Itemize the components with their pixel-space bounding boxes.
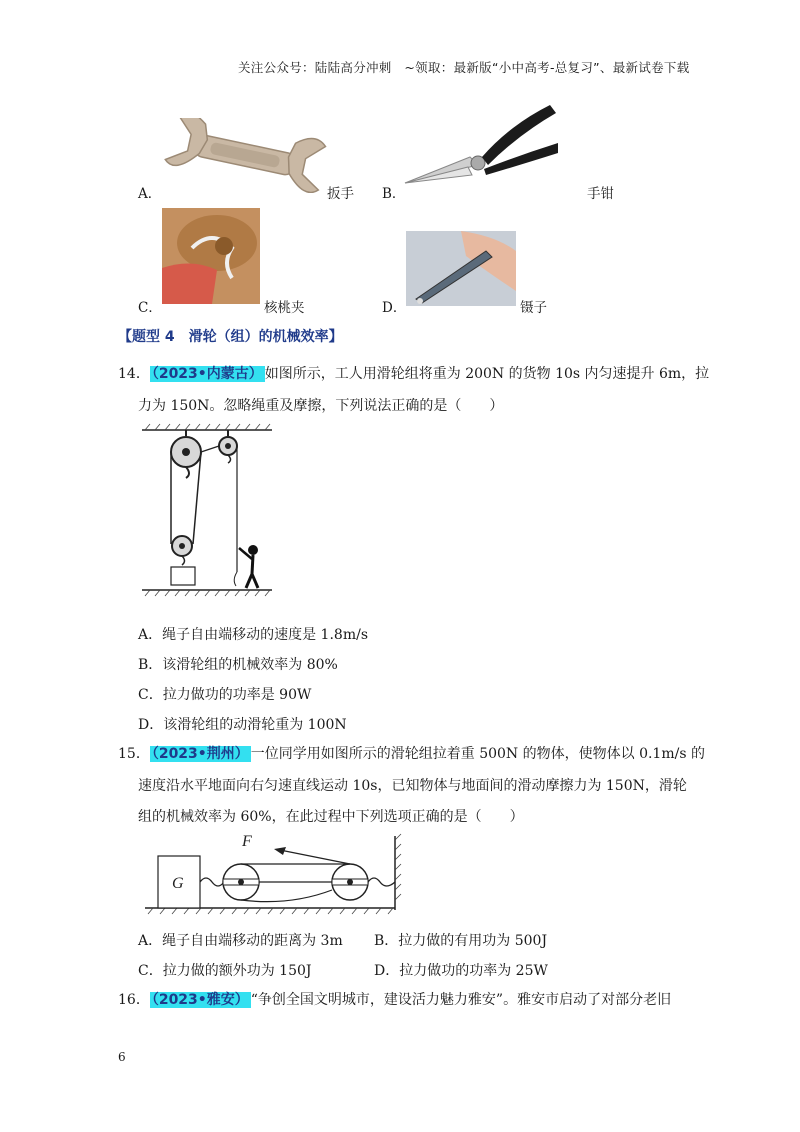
q15-number: 15． xyxy=(118,746,150,762)
q14-text-line1: 如图所示，工人用滑轮组将重为 200N 的货物 10s 内匀速提升 6m，拉 xyxy=(264,366,710,382)
q14-option-b: B．该滑轮组的机械效率为 80% xyxy=(138,657,338,673)
q14-option-c: C．拉力做功的功率是 90W xyxy=(138,687,312,703)
q15-text-line3: 组的机械效率为 60%，在此过程中下列选项正确的是（ ） xyxy=(138,809,524,825)
q14-text-line2: 力为 150N。忽略绳重及摩擦，下列说法正确的是（ ） xyxy=(138,398,504,414)
q15-text-line2: 速度沿水平地面向右匀速直线运动 10s，已知物体与地面间的滑动摩擦力为 150N，滑轮 xyxy=(138,778,687,794)
tool-caption-a: 扳手 xyxy=(327,186,354,202)
q15-text-line1: 一位同学用如图所示的滑轮组拉着重 500N 的物体，使物体以 0.1m/s 的 xyxy=(250,746,705,762)
q15-option-d: D．拉力做功的功率为 25W xyxy=(374,963,548,979)
q15-option-b: B．拉力做的有用功为 500J xyxy=(374,933,548,949)
q16-source-tag: （2023•雅安） xyxy=(151,992,249,1008)
q15-option-a: A．绳子自由端移动的距离为 3m xyxy=(138,933,343,949)
force-label-f: F xyxy=(242,833,252,850)
q16-number: 16． xyxy=(118,992,150,1008)
q14-source-tag: （2023•内蒙古） xyxy=(151,366,263,382)
tweezers-image xyxy=(406,231,516,306)
tool-caption-c: 核桃夹 xyxy=(264,300,305,316)
tool-letter-d: D． xyxy=(382,300,407,316)
tool-caption-d: 镊子 xyxy=(520,300,547,316)
page-number: 6 xyxy=(118,1050,126,1064)
wrench-image xyxy=(160,118,330,193)
page-header: 关注公众号：陆陆高分冲刺 ~领取：最新版“小中高考-总复习”、最新试卷下载 xyxy=(238,60,690,75)
q14-option-a: A．绳子自由端移动的速度是 1.8m/s xyxy=(138,627,369,643)
tool-letter-a: A． xyxy=(138,186,162,202)
q15-line1 xyxy=(118,744,705,764)
tool-caption-b: 手钳 xyxy=(587,186,614,202)
q14-number: 14． xyxy=(118,366,150,382)
pliers-image xyxy=(400,95,560,195)
block-label-g: G xyxy=(172,875,184,892)
q16-text-line1: “争创全国文明城市，建设活力魅力雅安”。雅安市启动了对部分老旧 xyxy=(250,992,672,1008)
q16-line1 xyxy=(118,990,671,1010)
q14-option-d: D．该滑轮组的动滑轮重为 100N xyxy=(138,717,347,733)
q15-source-tag: （2023•荆州） xyxy=(151,746,249,762)
pulley-system-diagram xyxy=(140,422,275,604)
tool-letter-c: C． xyxy=(138,300,162,316)
q14-line1 xyxy=(118,364,709,384)
q15-option-c: C．拉力做的额外功为 150J xyxy=(138,963,312,979)
tool-letter-b: B． xyxy=(382,186,406,202)
horizontal-pulley-diagram xyxy=(140,828,410,916)
section-title: 【题型 4 滑轮（组）的机械效率】 xyxy=(118,329,343,345)
nutcracker-image xyxy=(162,208,260,304)
